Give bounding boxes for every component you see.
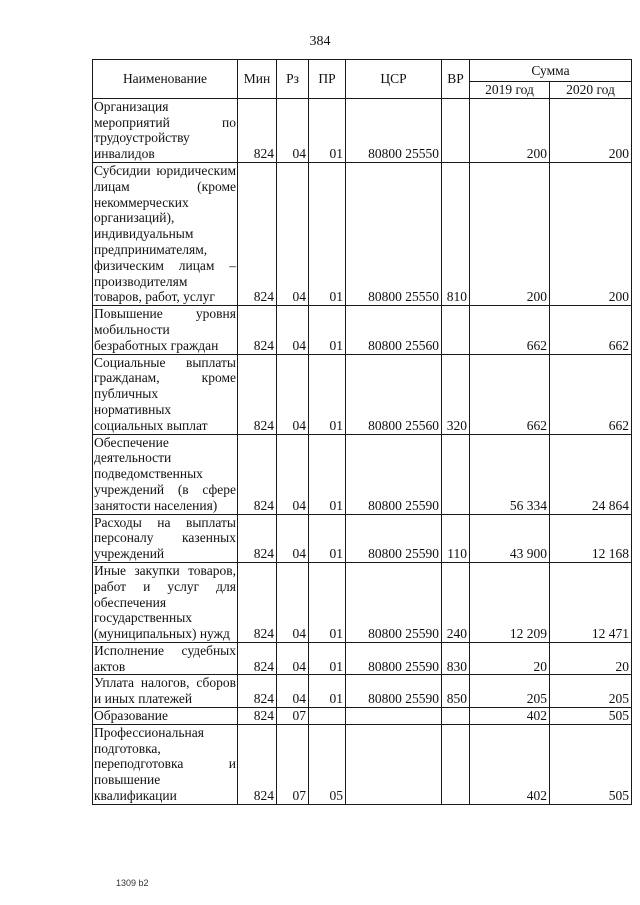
cell-csr: 80800 25590 bbox=[346, 642, 442, 675]
table-row bbox=[93, 675, 632, 708]
cell-vr: 240 bbox=[442, 562, 470, 642]
cell-pr: 01 bbox=[309, 562, 346, 642]
cell-rz: 04 bbox=[277, 642, 309, 675]
cell-2019: 662 bbox=[470, 306, 550, 354]
cell-pr: 01 bbox=[309, 675, 346, 708]
cell-rz: 04 bbox=[277, 434, 309, 514]
cell-pr: 01 bbox=[309, 514, 346, 562]
cell-2020: 12 471 bbox=[550, 562, 632, 642]
cell-csr: 80800 25550 bbox=[346, 162, 442, 305]
cell-2019: 205 bbox=[470, 675, 550, 708]
cell-rz: 04 bbox=[277, 562, 309, 642]
cell-csr: 80800 25560 bbox=[346, 306, 442, 354]
table-row bbox=[93, 98, 632, 162]
cell-vr: 830 bbox=[442, 642, 470, 675]
col-header-rz: Рз bbox=[277, 60, 309, 99]
cell-csr: 80800 25560 bbox=[346, 354, 442, 434]
cell-name: Субсидии юридическим лицам (кроме некоммерческих организаций), индивидуальным предпринимателям, физическим лицам – производителям товаров, работ, услуг bbox=[94, 162, 236, 305]
cell-name: Обеспечение деятельности подведомственных учреждений (в сфере занятости населения) bbox=[94, 434, 236, 513]
cell-name: Уплата налогов, сборов и иных платежей bbox=[94, 675, 236, 707]
cell-2020: 662 bbox=[550, 354, 632, 434]
cell-csr: 80800 25590 bbox=[346, 675, 442, 708]
cell-csr bbox=[346, 724, 442, 804]
cell-name: Расходы на выплаты персоналу казенных учреждений bbox=[94, 514, 236, 562]
cell-2020: 205 bbox=[550, 675, 632, 708]
cell-name: Социальные выплаты гражданам, кроме публичных нормативных социальных выплат bbox=[94, 354, 236, 433]
cell-vr: 110 bbox=[442, 514, 470, 562]
col-header-vr: ВР bbox=[442, 60, 470, 99]
cell-min: 824 bbox=[238, 162, 277, 305]
cell-csr: 80800 25590 bbox=[346, 562, 442, 642]
cell-min: 824 bbox=[238, 434, 277, 514]
cell-2019: 56 334 bbox=[470, 434, 550, 514]
cell-2020: 505 bbox=[550, 724, 632, 804]
table-row bbox=[93, 514, 632, 562]
col-header-min: Мин bbox=[238, 60, 277, 99]
cell-name: Образование bbox=[93, 708, 238, 725]
table-row bbox=[93, 306, 632, 354]
cell-min: 824 bbox=[238, 354, 277, 434]
cell-2019: 402 bbox=[470, 724, 550, 804]
cell-pr: 01 bbox=[309, 354, 346, 434]
cell-name: Повышение уровня мобильности безработных граждан bbox=[94, 306, 236, 353]
cell-csr: 80800 25590 bbox=[346, 514, 442, 562]
cell-2019: 20 bbox=[470, 642, 550, 675]
col-header-pr: ПР bbox=[309, 60, 346, 99]
cell-min: 824 bbox=[238, 562, 277, 642]
cell-rz: 04 bbox=[277, 354, 309, 434]
cell-2020: 200 bbox=[550, 162, 632, 305]
cell-pr bbox=[309, 708, 346, 725]
cell-2019: 662 bbox=[470, 354, 550, 434]
col-header-sum: Сумма bbox=[470, 60, 632, 82]
cell-vr: 850 bbox=[442, 675, 470, 708]
cell-2020: 20 bbox=[550, 642, 632, 675]
col-header-csr: ЦСР bbox=[346, 60, 442, 99]
cell-min: 824 bbox=[238, 708, 277, 725]
cell-min: 824 bbox=[238, 642, 277, 675]
col-header-2019: 2019 год bbox=[470, 82, 550, 99]
cell-rz: 04 bbox=[277, 675, 309, 708]
cell-min: 824 bbox=[238, 306, 277, 354]
cell-2019: 200 bbox=[470, 162, 550, 305]
cell-min: 824 bbox=[238, 675, 277, 708]
cell-2019: 402 bbox=[470, 708, 550, 725]
cell-pr: 01 bbox=[309, 434, 346, 514]
cell-vr bbox=[442, 724, 470, 804]
table-row bbox=[93, 354, 632, 434]
cell-rz: 04 bbox=[277, 98, 309, 162]
footer-code: 1309 b2 bbox=[116, 878, 149, 888]
cell-rz: 07 bbox=[277, 708, 309, 725]
page-number: 384 bbox=[309, 34, 331, 49]
table-row bbox=[93, 162, 632, 305]
table-row bbox=[93, 434, 632, 514]
cell-2020: 12 168 bbox=[550, 514, 632, 562]
table-row bbox=[93, 724, 632, 804]
cell-pr: 01 bbox=[309, 306, 346, 354]
table-row bbox=[93, 642, 632, 675]
cell-pr: 01 bbox=[309, 98, 346, 162]
cell-vr bbox=[442, 708, 470, 725]
cell-name: Организация мероприятий по трудоустройству инвалидов bbox=[94, 98, 236, 162]
cell-vr: 810 bbox=[442, 162, 470, 305]
cell-rz: 04 bbox=[277, 162, 309, 305]
cell-pr: 01 bbox=[309, 642, 346, 675]
table-row bbox=[93, 708, 632, 725]
cell-rz: 04 bbox=[277, 514, 309, 562]
cell-vr: 320 bbox=[442, 354, 470, 434]
cell-2019: 12 209 bbox=[470, 562, 550, 642]
cell-min: 824 bbox=[238, 724, 277, 804]
col-header-2020: 2020 год bbox=[550, 82, 632, 99]
cell-rz: 04 bbox=[277, 306, 309, 354]
cell-csr: 80800 25590 bbox=[346, 434, 442, 514]
cell-2020: 505 bbox=[550, 708, 632, 725]
col-header-name: Наименование bbox=[93, 60, 238, 99]
cell-pr: 05 bbox=[309, 724, 346, 804]
cell-pr: 01 bbox=[309, 162, 346, 305]
cell-name: Исполнение судебных актов bbox=[94, 642, 236, 674]
budget-table bbox=[92, 59, 632, 805]
cell-name: Иные закупки товаров, работ и услуг для обеспечения государственных (муниципальных) нужд bbox=[94, 562, 236, 642]
cell-name: Профессиональная подготовка, переподготовка и повышение квалификации bbox=[94, 724, 236, 804]
cell-2020: 662 bbox=[550, 306, 632, 354]
cell-2019: 200 bbox=[470, 98, 550, 162]
cell-2020: 200 bbox=[550, 98, 632, 162]
cell-2019: 43 900 bbox=[470, 514, 550, 562]
cell-vr bbox=[442, 434, 470, 514]
cell-vr bbox=[442, 98, 470, 162]
cell-rz: 07 bbox=[277, 724, 309, 804]
table-row bbox=[93, 562, 632, 642]
cell-vr bbox=[442, 306, 470, 354]
cell-csr: 80800 25550 bbox=[346, 98, 442, 162]
cell-min: 824 bbox=[238, 98, 277, 162]
cell-csr bbox=[346, 708, 442, 725]
table-body bbox=[93, 98, 632, 804]
cell-2020: 24 864 bbox=[550, 434, 632, 514]
cell-min: 824 bbox=[238, 514, 277, 562]
